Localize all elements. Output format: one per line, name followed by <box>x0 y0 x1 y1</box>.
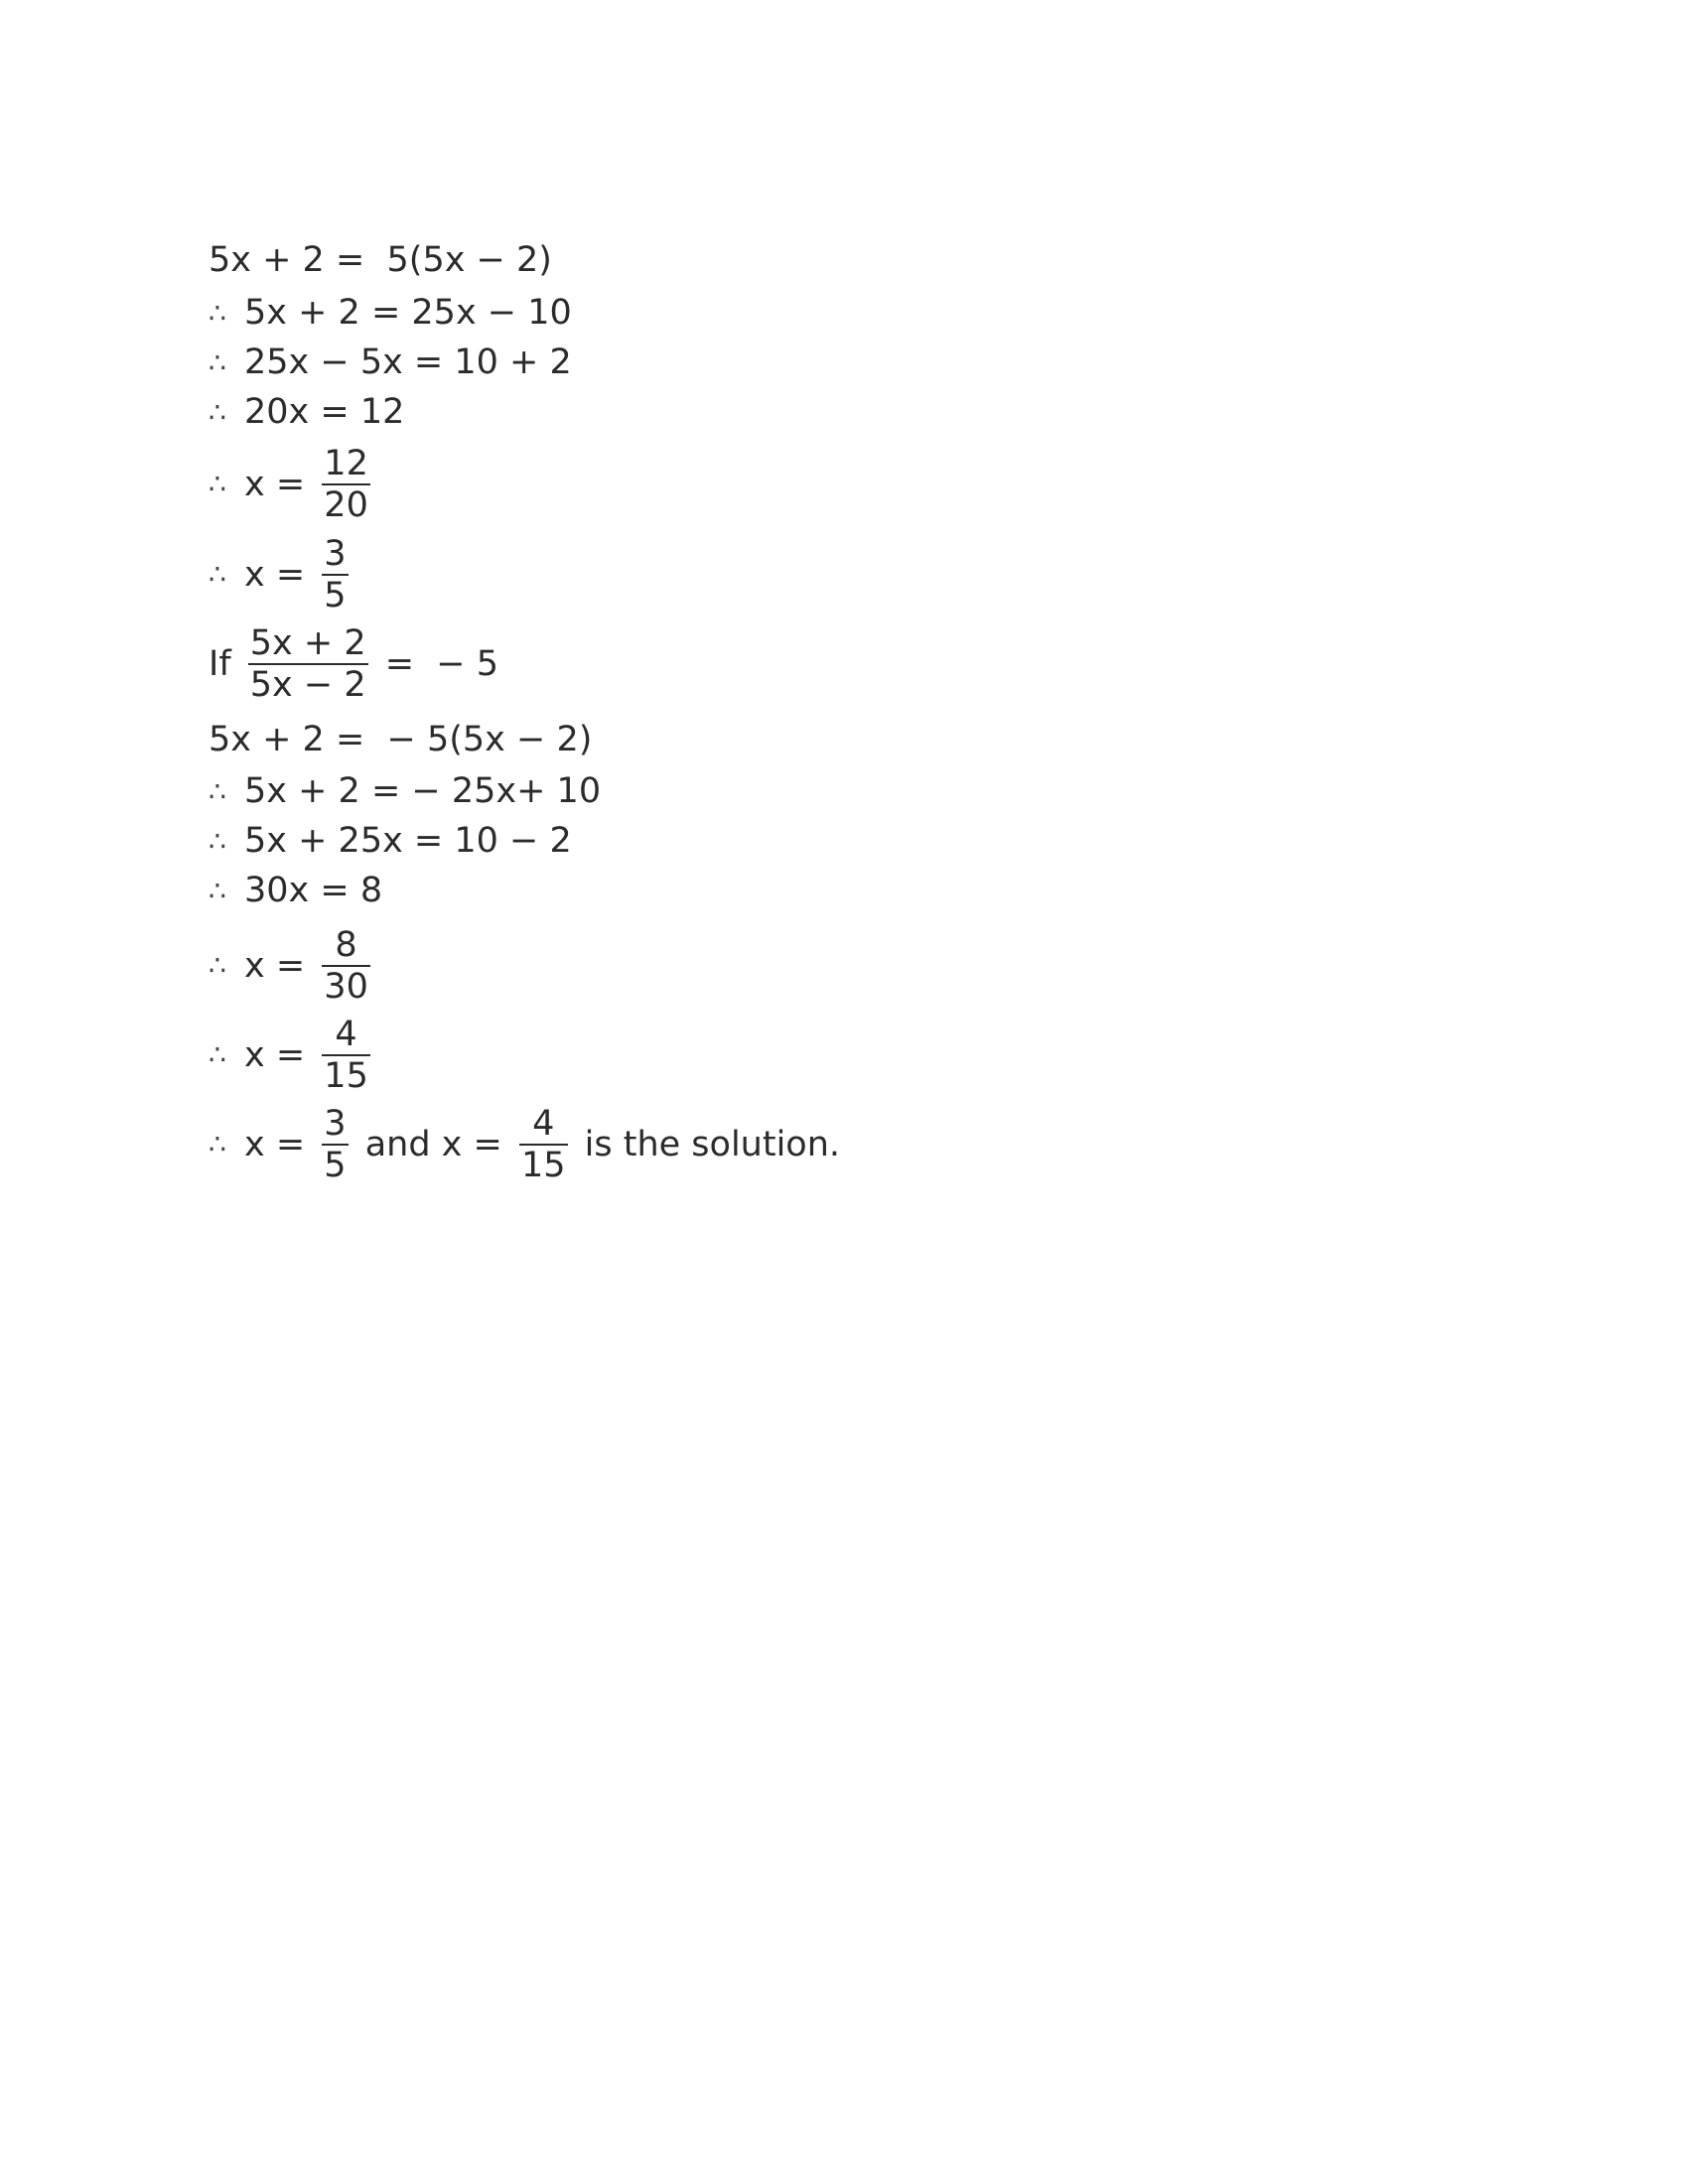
therefore-symbol: ∴ <box>209 296 226 330</box>
equation-line-7 <box>209 623 498 706</box>
equation-line-11 <box>209 871 383 910</box>
equation-text: 5x + 2 = 25x − 10 <box>244 293 572 333</box>
therefore-symbol: ∴ <box>209 874 226 907</box>
equation-prefix: x = <box>244 1034 317 1075</box>
equation-text: 30x = 8 <box>244 871 383 910</box>
fraction-denominator: 15 <box>520 1146 566 1186</box>
equation-line-6 <box>209 534 354 616</box>
fraction-numerator: 8 <box>335 925 357 965</box>
fraction-numerator: 4 <box>532 1104 555 1144</box>
equation-line-9 <box>209 771 602 811</box>
equation-line-1 <box>209 240 552 280</box>
therefore-symbol: ∴ <box>209 824 226 858</box>
therefore-symbol: ∴ <box>209 949 226 983</box>
equation-line-10 <box>209 821 572 861</box>
therefore-symbol: ∴ <box>209 468 226 501</box>
fraction-denominator: 5x − 2 <box>249 665 366 706</box>
fraction-numerator: 5x + 2 <box>249 623 366 663</box>
fraction-denominator: 20 <box>324 485 368 526</box>
equation-suffix: is the solution. <box>573 1124 841 1164</box>
therefore-symbol: ∴ <box>209 774 226 808</box>
therefore-symbol: ∴ <box>209 1038 226 1072</box>
fraction <box>322 1104 348 1186</box>
equation-line-13 <box>209 1015 376 1097</box>
fraction-denominator: 15 <box>324 1056 368 1097</box>
equation-text: 25x − 5x = 10 + 2 <box>244 342 572 382</box>
equation-line-5 <box>209 444 376 526</box>
equation-middle-text: and x = <box>353 1124 513 1164</box>
fraction-denominator: 5 <box>324 1146 347 1186</box>
fraction-numerator: 3 <box>324 1104 347 1144</box>
equation-line-4 <box>209 392 405 432</box>
therefore-symbol: ∴ <box>209 345 226 379</box>
equation-text: 5x + 25x = 10 − 2 <box>244 821 572 861</box>
equation-suffix: = − 5 <box>373 643 499 684</box>
therefore-symbol: ∴ <box>209 1128 226 1161</box>
equation-prefix: If <box>209 643 242 684</box>
fraction-numerator: 12 <box>324 444 368 483</box>
equation-line-14 <box>209 1104 840 1186</box>
fraction-denominator: 30 <box>324 967 368 1008</box>
fraction <box>322 444 370 526</box>
fraction-denominator: 5 <box>324 576 347 616</box>
fraction <box>519 1104 568 1186</box>
fraction <box>322 925 370 1008</box>
equation-text: 20x = 12 <box>244 392 405 432</box>
equation-line-8 <box>209 720 593 759</box>
equation-prefix: x = <box>244 554 317 595</box>
fraction-numerator: 4 <box>335 1015 357 1054</box>
therefore-symbol: ∴ <box>209 558 226 592</box>
equation-text: 5x + 2 = 5(5x − 2) <box>209 240 552 280</box>
equation-line-12 <box>209 925 376 1008</box>
equation-prefix: x = <box>244 464 317 504</box>
equation-text: 5x + 2 = − 5(5x − 2) <box>209 720 593 759</box>
fraction <box>322 1015 370 1097</box>
equation-text: 5x + 2 = − 25x+ 10 <box>244 771 602 811</box>
equation-line-3 <box>209 342 572 382</box>
equation-prefix: x = <box>244 945 317 986</box>
fraction-numerator: 3 <box>324 534 347 574</box>
fraction <box>322 534 348 616</box>
fraction <box>248 623 368 706</box>
equation-prefix: x = <box>244 1124 317 1164</box>
therefore-symbol: ∴ <box>209 395 226 429</box>
equation-line-2 <box>209 293 572 333</box>
